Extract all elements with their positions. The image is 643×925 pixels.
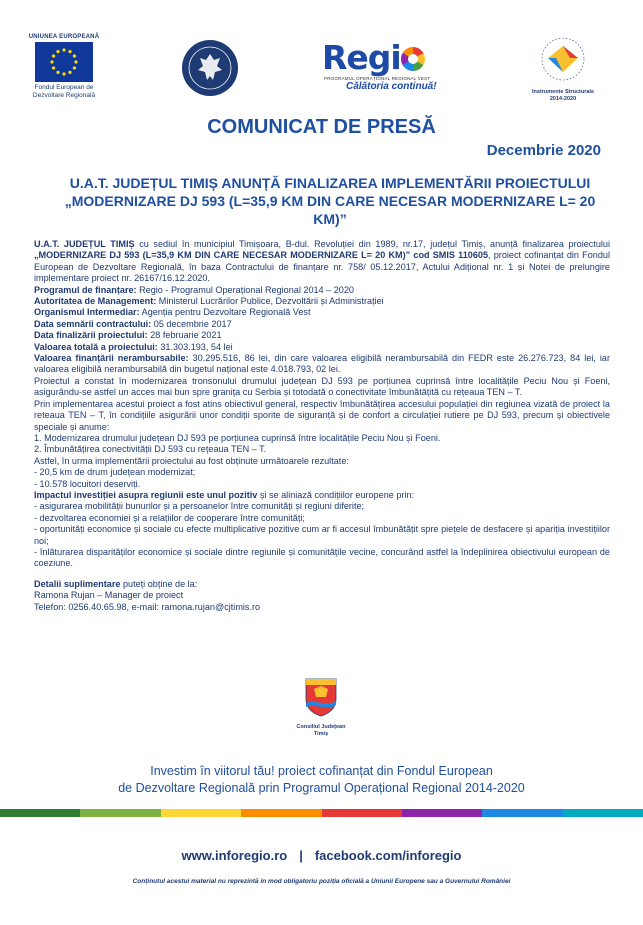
impact-item: - dezvoltarea economiei și a relațiilor de cooperare între comunități; [34,512,305,523]
eu-flag-icon [35,42,93,82]
field-row [34,307,610,318]
intro-entity: U.A.T. JUDEȚUL TIMIȘ [34,239,135,249]
title-line-2: „MODERNIZARE DJ 593 (L=35,9 KM DIN CARE NECESAR MODERNIZARE L= 20 KM)” [64,193,596,227]
stripe-segment [0,809,80,817]
impact-item: - asigurarea mobilității bunurilor și a persoanelor între comunități și regiuni diferite; [34,501,365,512]
result-item: - 10.578 locuitori deserviți. [34,478,141,489]
regio-slogan: Călătoria continuă! [346,81,437,92]
stripe-segment [322,809,402,817]
structural-instruments-icon [540,36,586,82]
invest-line-2: de Dezvoltare Regională prin Programul Operațional Regional 2014-2020 [118,781,525,795]
stripe-segment [402,809,482,817]
field-label: Valoarea totală a proiectului: [34,341,158,352]
field-value: 30.295.516, 86 lei, din care valoarea eligibilă nerambursabilă din FEDR este 26.276.723, 84 lei, iar valoarea eligibilă nerambursabilă din bugetul național este 4.018.793, 02 lei. [34,353,610,375]
impact-item: - oportunități economice și sociale cu efecte multiplicative pozitive cum ar fi accesul îmbunătățit spre piețele de desfacere și apariția investițiilor noi; [34,524,610,546]
intro-text: cu sediul în municipiul Timișoara, B-dul. Revoluției din 1989, nr.17, județul Timiș, anunță finalizarea proiectului [134,239,610,249]
scope-paragraph: Proiectul a constat în modernizarea tronsonului drumului județean DJ 593 pe porțiunea cuprinsă între localitățile Peciu Nou și Foeni, asigurându-se astfel un acces mai bun spre granița cu Serbia și totodată o conectivitate îmbunătățită cu rețeaua TEN – T. [34,375,610,398]
romania-crest-icon [180,38,240,98]
title-line-1: U.A.T. JUDEȚUL TIMIȘ ANUNȚĂ FINALIZAREA IMPLEMENTĂRII PROIECTULUI [69,175,591,191]
field-row [34,285,610,296]
impact-intro-text: și se aliniază condițiilor europene prin: [257,489,415,500]
disclaimer: Conținutul acestui material nu reprezintă în mod obligatoriu poziția oficială a Uniunii Europene sau a Guvernului României [132,878,511,885]
stripe-segment [241,809,321,817]
footer-links [0,848,643,863]
field-value: Ministerul Lucrărilor Publice, Dezvoltării și Administrației [156,296,384,307]
facebook-link[interactable]: facebook.com/inforegio [314,848,462,863]
county-council-logo [296,677,346,738]
structural-instruments-logo [528,36,598,103]
press-release-body [34,239,610,613]
timis-crest-icon [304,677,338,717]
impact-intro [34,490,610,501]
government-logo [180,38,240,98]
intro-paragraph [34,239,610,285]
field-label: Data semnării contractului: [34,318,152,329]
field-row [34,330,610,341]
regio-program-label: PROGRAMUL OPERAȚIONAL REGIONAL VEST [324,76,431,81]
stripe-segment [482,809,562,817]
field-value: 28 februarie 2021 [147,330,222,341]
regio-wordmark: Regi [322,38,401,77]
details-text: puteți obține de la: [120,578,198,589]
color-stripe [0,809,643,817]
field-row [34,319,610,330]
intro-text-end: , proiect cofinanțat din Fondul European de Dezvoltare Regională, în baza Contractului de finanțare nr. 758/ 05.12.2017, Actului Adițional nr. 1 și Notei de prelungire implementare proiect nr. 26167/16.12.2020. [34,250,610,284]
field-label: Organismul Intermediar: [34,307,140,318]
objective-paragraph: Prin implementarea acestui proiect a fost atins obiectivul general, respectiv îmbunătățirea accesului populației din regiunea vizată de proiect la reteaua TEN – T, în condițiile asigurării unor condiții sporite de siguranță și de confort a circulației rutiere pe DJ 593, precum și obiectivele speciale și anume: [34,398,610,432]
contact-phone-email: Telefon: 0256.40.65.98, e-mail: ramona.rujan@cjtimis.ro [34,601,261,612]
details-line [34,579,610,590]
stripe-segment [563,809,643,817]
field-label: Valoarea finanțării nerambursabile: [34,353,189,364]
impact-item: - înlăturarea disparităților economice și sociale dintre regiunile și comunitățile vecine, concurând astfel la îndeplinirea obiectivului european de coeziune. [34,546,610,569]
field-row [34,342,610,353]
invest-line-1: Investim în viitorul tău! proiect cofinanțat din Fondul European [150,764,493,778]
field-row [34,353,610,376]
stripe-segment [80,809,160,817]
field-value: Agenția pentru Dezvoltare Regională Vest [139,307,311,318]
objective-item: 1. Modernizarea drumului județean DJ 593 pe porțiunea cuprinsă între localitățile Peciu Nou și Foeni. [34,432,441,443]
press-release-title [60,174,600,228]
cofinancing-statement [0,763,643,797]
website-link[interactable]: www.inforegio.ro [181,848,288,863]
results-intro: Astfel, în urma implementării proiectului au fost obținute următoarele rezultate: [34,455,349,466]
objective-item: 2. Îmbunătățirea conectivității DJ 593 cu rețeaua TEN – T. [34,444,267,455]
contact-name: Ramona Rujan – Manager de proiect [34,590,184,601]
footer-separator: | [299,848,303,863]
field-label: Data finalizării proiectului: [34,330,148,341]
field-row [34,296,610,307]
publication-date: Decembrie 2020 [486,142,601,159]
result-item: - 20,5 km de drum județean modernizat; [34,467,196,478]
eu-fund-label: Fondul European de Dezvoltare Regională [32,84,96,99]
regio-o-icon [401,47,425,71]
eu-logo [24,34,104,100]
project-name: „MODERNIZARE DJ 593 (L=35,9 KM DIN CARE NECESAR MODERNIZARE L= 20 KM)” cod SMIS 110605 [34,250,489,261]
impact-heading: Impactul investiției asupra regiunii este unul pozitiv [34,489,258,500]
field-value: 05 decembrie 2017 [151,318,232,329]
eu-caption: UNIUNEA EUROPEANĂ [28,34,100,40]
field-label: Autoritatea de Management: [34,296,157,307]
field-value: Regio - Programul Operațional Regional 2014 – 2020 [136,284,354,295]
structural-label: Instrumente Structurale [531,89,595,95]
stripe-segment [161,809,241,817]
regio-logo [322,40,452,92]
structural-years: 2014-2020 [549,96,577,102]
crest-caption-county: Timiș [313,731,329,737]
details-heading: Detalii suplimentare [34,578,121,589]
crest-caption: Consiliul Județean [296,724,346,730]
field-value: 31.303.193, 54 lei [157,341,233,352]
field-label: Programul de finanțare: [34,284,137,295]
page-title: COMUNICAT DE PRESĂ [207,116,436,138]
